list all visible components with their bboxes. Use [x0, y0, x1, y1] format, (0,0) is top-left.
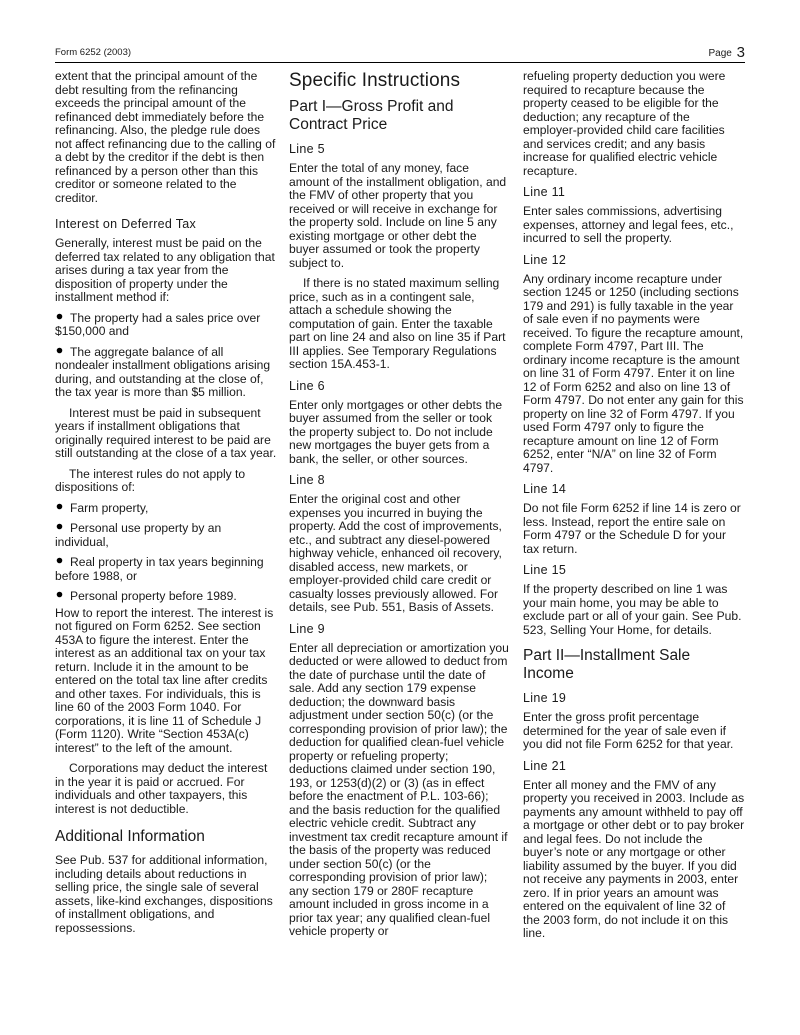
bullet-icon: [57, 503, 63, 509]
paragraph: Corporations may deduct the interest in the year it is paid or accrued. For individuals and other taxpayers, this interest is not deductible.: [55, 761, 268, 816]
paragraph: Generally, interest must be paid on the deferred tax related to any obligation that arises during a tax year from the disposition of property under the installment method if:: [55, 236, 275, 304]
heading-line-15: Line 15: [523, 563, 567, 577]
form-label: Form 6252 (2003): [55, 47, 132, 58]
page-number: 3: [736, 44, 745, 61]
heading-part-2: Part II—Installment Sale Income: [523, 647, 691, 682]
paragraph: Enter the original cost and other expenses you incurred in buying the property. Add the cost of improvements, etc., and subtract any diesel-powered highway vehicle, enhanced oil recovery, disabled access, new markets, or employer-provided child care credit or casualty losses previously allowed. For details, see Pub. 551, Basis of Assets.: [289, 492, 502, 614]
bullet-icon: [57, 524, 63, 530]
bullet-icon: [57, 347, 63, 353]
heading-line-19: Line 19: [523, 691, 567, 705]
paragraph: Enter only mortgages or other debts the buyer assumed from the seller or took the property subject to. Do not include new mortgages the buyer gets from a bank, the seller, or other sources.: [289, 397, 503, 466]
bullet-icon: [57, 592, 63, 598]
page-number-label: [709, 44, 745, 61]
bullet-text: Farm property,: [70, 500, 149, 515]
bullet-item: [55, 590, 277, 604]
bullet-item: [55, 346, 277, 400]
heading-line-21: Line 21: [523, 758, 567, 773]
paragraph: Enter the total of any money, face amount of the installment obligation, and the FMV of other property that you received or will receive in exchange for the property sold. Include on line 5 any existing mortgage or other debt the buyer assumed or took the property subject to.: [289, 161, 507, 270]
heading-additional-information: Additional Information: [55, 828, 205, 845]
bullet-icon: [57, 313, 63, 319]
paragraph-how-to-report: How to report the interest. The interest is not figured on Form 6252. See section 453A to figure the interest. Enter the interest as an additional tax on your tax return. Include it in the amount to be entered on the total tax line after credits and other taxes. For individuals, this is line 60 of the 2003 Form 1040. For corporations, it is line 11 of Schedule J (Form 1120). Write “Section 453A(c) interest” to the left of the amount.: [55, 605, 274, 755]
paragraph: Interest must be paid in subsequent years if installment obligations that originally required interest to be paid are still outstanding at the close of a tax year.: [55, 405, 277, 460]
paragraph: If the property described on line 1 was your main home, you may be able to exclude part or all of your gain. See Pub. 523, Selling Your Home, for details.: [523, 582, 742, 637]
bullet-icon: [57, 558, 63, 564]
column-left: [55, 70, 277, 942]
heading-line-9: Line 9: [289, 621, 325, 636]
bullet-item: [55, 502, 277, 516]
heading-part-1: Part I—Gross Profit and Contract Price: [289, 98, 454, 133]
paragraph: The interest rules do not apply to dispositions of:: [55, 466, 246, 494]
paragraph: Any ordinary income recapture under section 1245 or 1250 (including sections 179 and 291) is fully taxable in the year of sale even if no payments were received. To figure the recapture amount, complete Form 4797, Part III. The ordinary income recapture is the amount on line 31 of Form 4797. Enter it on line 12 of Form 6252 and also on line 13 of Form 4797. Do not enter any gain for this property on line 32 of Form 4797. If you used Form 4797 only to figure the recapture amount on line 12 of Form 6252, enter “N/A” on line 32 of Form 4797.: [523, 271, 744, 475]
bullet-text: The aggregate balance of all nondealer installment obligations arising during, and outstanding at the close of, the tax year is more than $5 million.: [55, 344, 271, 399]
paragraph: Enter sales commissions, advertising expenses, attorney and legal fees, etc., incurred to sell the property.: [523, 204, 734, 245]
paragraph: Enter all money and the FMV of any property you received in 2003. Include as payments any amount withheld to pay off a mortgage or other debt or to pay broker and legal fees. Do not include the buyer’s note or any mortgage or other liability assumed by the buyer. If you did not receive any payments in 2003, enter zero. If in prior years an amount was entered on the equivalent of line 32 of the 2003 form, do not include it on this line.: [523, 777, 745, 940]
bullet-item: [55, 522, 277, 549]
paragraph: Enter the gross profit percentage determined for the year of sale even if you did not file Form 6252 for that year.: [523, 710, 734, 751]
heading-line-14: Line 14: [523, 482, 567, 496]
column-middle: [289, 70, 510, 946]
heading-line-5: Line 5: [289, 142, 325, 156]
bullet-text: Real property in tax years beginning before 1988, or: [55, 555, 264, 583]
paragraph: If there is no stated maximum selling price, such as in a contingent sale, attach a schedule showing the computation of gain. Enter the taxable part on line 24 and also on line 35 if Part III applies. See Temporary Regulations section 15A.453-1.: [289, 276, 506, 371]
heading-line-12: Line 12: [523, 252, 567, 267]
paragraph: Enter all depreciation or amortization you deducted or were allowed to deduct from the date of purchase until the date of sale. Add any section 179 expense deduction; the downward basis adjustment under section 50(c) (or the corresponding provision of prior law); the deduction for qualified clean-fuel vehicle property or refueling property; deductions claimed under section 190, 193, or 1253(d)(2) or (3) (as in effect before the enactment of P.L. 103-66); and the basis reduction for the qualified electric vehicle credit. Subtract any investment tax credit recapture amount if the basis of the property was reduced under section 50(c) (or the corresponding provision of prior law); any section 179 or 280F recapture amount included in gross income in a prior tax year; any qualified clean-fuel vehicle property or: [289, 640, 509, 938]
heading-interest-deferred-tax: Interest on Deferred Tax: [55, 217, 197, 231]
bullet-item: [55, 312, 277, 339]
heading-line-8: Line 8: [289, 473, 325, 487]
column-right: [523, 70, 745, 948]
bullet-text: Personal use property by an individual,: [55, 521, 222, 549]
bullet-text: The property had a sales price over $150,000 and: [55, 310, 261, 338]
page-header: [55, 44, 745, 62]
header-rule: [55, 62, 745, 63]
bullet-item: [55, 556, 277, 583]
paragraph: refueling property deduction you were required to recapture because the property ceased to be eligible for the deduction; any recapture of the employer-provided child care facilities and services credit; and any basis increase for qualified electric vehicle recapture.: [523, 69, 726, 178]
paragraph: See Pub. 537 for additional information, including details about reductions in selling price, the single sale of several assets, like-kind exchanges, dispositions of installment obligations, and repossessions.: [55, 853, 273, 935]
paragraph: extent that the principal amount of the debt resulting from the refinancing exceeds the principal amount of the refinanced debt immediately before the refinancing. Also, the pledge rule does not affect refinancing due to the calling of a debt by the creditor if the debt is then refinanced by a person other than this creditor or someone related to the creditor.: [55, 69, 276, 205]
heading-specific-instructions: Specific Instructions: [289, 70, 461, 91]
heading-line-6: Line 6: [289, 378, 325, 393]
paragraph: Do not file Form 6252 if line 14 is zero or less. Instead, report the entire sale on Form 4797 or the Schedule D for your tax return.: [523, 501, 741, 556]
bullet-text: Personal property before 1989.: [70, 589, 237, 603]
heading-line-11: Line 11: [523, 185, 566, 199]
page-word: Page: [708, 48, 732, 59]
